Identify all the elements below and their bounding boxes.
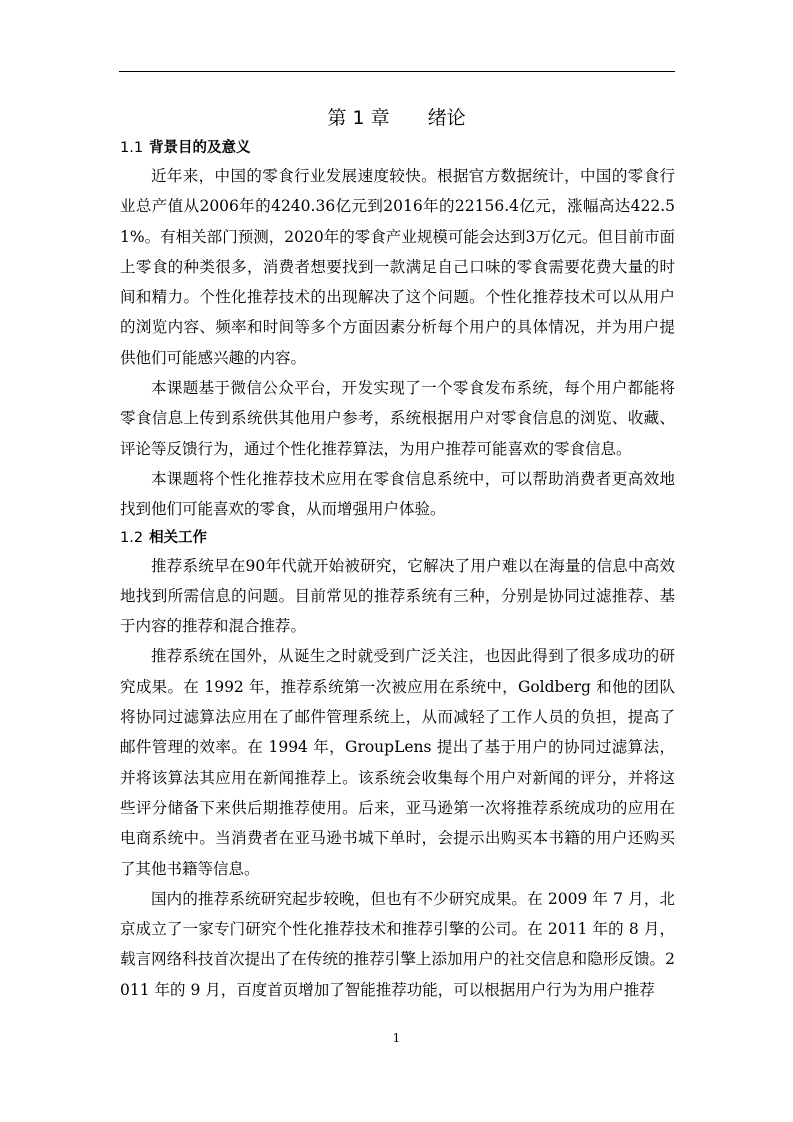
header-rule [119, 71, 675, 72]
page-number: 1 [392, 1031, 401, 1045]
paragraph: 本课题基于微信公众平台，开发实现了一个零食发布系统，每个用户都能将零食信息上传到系统供其他用户参考，系统根据用户对零食信息的浏览、收藏、评论等反馈行为，通过个性化推荐算法，为用户推荐可能喜欢的零食信息。 [120, 379, 675, 458]
page-body [120, 135, 675, 1005]
section-title: 相关工作 [149, 529, 208, 546]
chapter-title [0, 103, 793, 130]
paragraph: 国内的推荐系统研究起步较晚，但也有不少研究成果。在 2009 年 7 月，北京成立了一家专门研究个性化推荐技术和推荐引擎的公司。在 2011 年的 8 月，载言网络科技首次提出了在传统的推荐引擎上添加用户的社交信息和隐形反馈。2011 年的 9 月，百度首页增加了智能推荐功能，可以根据用户行为为用户推荐 [120, 889, 675, 999]
paragraph: 推荐系统早在90年代就开始被研究，它解决了用户难以在海量的信息中高效地找到所需信息的问题。目前常见的推荐系统有三种，分别是协同过滤推荐、基于内容的推荐和混合推荐。 [120, 556, 675, 636]
section-number: 1.1 [120, 140, 144, 156]
paragraph: 本课题将个性化推荐技术应用在零食信息系统中，可以帮助消费者更高效地找到他们可能喜欢的零食，从而增强用户体验。 [120, 469, 675, 519]
paragraph: 近年来，中国的零食行业发展速度较快。根据官方数据统计，中国的零食行业总产值从2006年的4240.36亿元到2016年的22156.4亿元，涨幅高达422.51%。有相关部门预测，2020年的零食产业规模可能会达到3万亿元。但目前市面上零食的种类很多，消费者想要找到一款满足自己口味的零食需要花费大量的时间和精力。个性化推荐技术的出现解决了这个问题。个性化推荐技术可以从用户的浏览内容、频率和时间等多个方面因素分析每个用户的具体情况，并为用户提供他们可能感兴趣的内容。 [120, 167, 675, 367]
chapter-number: 第 1 章 [327, 107, 390, 129]
chapter-name: 绪论 [427, 107, 466, 129]
section-title: 背景目的及意义 [149, 140, 251, 156]
section-number: 1.2 [120, 529, 144, 546]
paragraph: 推荐系统在国外，从诞生之时就受到广泛关注，也因此得到了很多成功的研究成果。在 1992 年，推荐系统第一次被应用在系统中，Goldberg 和他的团队将协同过滤算法应用在了邮件管理系统上，从而减轻了工作人员的负担，提高了邮件管理的效率。在 1994 年，GroupLens 提出了基于用户的协同过滤算法，并将该算法其应用在新闻推荐上。该系统会收集每个用户对新闻的评分，并将这些评分储备下来供后期推荐使用。后来，亚马逊第一次将推荐系统成功的应用在电商系统中。当消费者在亚马逊书城下单时，会提示出购买本书籍的用户还购买了其他书籍等信息。 [120, 647, 675, 878]
section-heading-1-2 [120, 525, 675, 551]
section-heading-1-1 [120, 135, 675, 161]
